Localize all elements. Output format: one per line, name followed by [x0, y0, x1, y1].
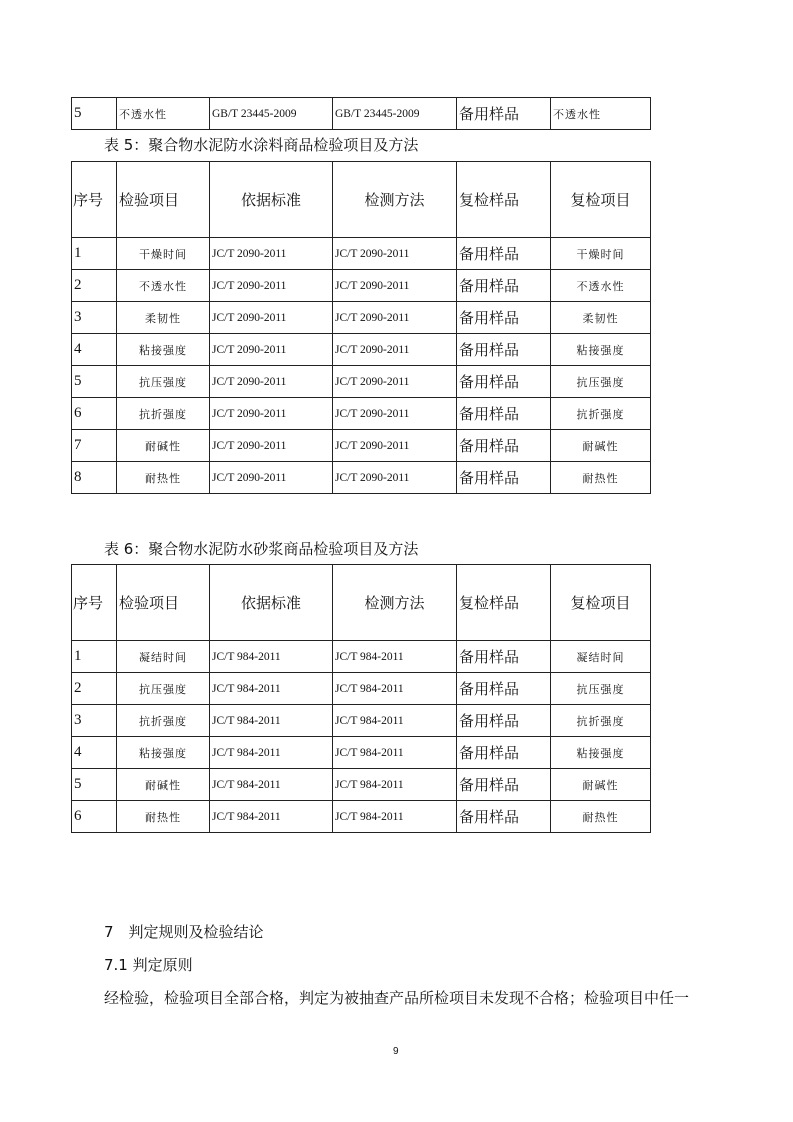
table-row [72, 98, 651, 130]
recheck-sample: 备用样品 [457, 366, 551, 398]
row-number: 1 [72, 641, 117, 673]
header-item: 检验项目 [117, 162, 210, 238]
row-number: 5 [72, 769, 117, 801]
table-header-row [72, 565, 651, 641]
row-number: 3 [72, 705, 117, 737]
basis-standard: JC/T 2090-2011 [210, 270, 333, 302]
header-recheck: 复检项目 [551, 162, 651, 238]
table-header-row [72, 162, 651, 238]
basis-standard: JC/T 984-2011 [210, 641, 333, 673]
recheck-sample: 备用样品 [457, 462, 551, 494]
row-number: 5 [72, 98, 117, 130]
test-method: JC/T 2090-2011 [333, 270, 457, 302]
basis-standard: JC/T 984-2011 [210, 769, 333, 801]
test-item: 耐热性 [117, 462, 210, 494]
basis-standard: JC/T 2090-2011 [210, 430, 333, 462]
header-item: 检验项目 [117, 565, 210, 641]
recheck-item: 耐碱性 [551, 769, 651, 801]
recheck-item: 耐热性 [551, 462, 651, 494]
test-method: JC/T 2090-2011 [333, 334, 457, 366]
table-row [72, 302, 651, 334]
header-basis: 依据标准 [210, 162, 333, 238]
test-method: JC/T 2090-2011 [333, 238, 457, 270]
header-recheck: 复检项目 [551, 565, 651, 641]
recheck-item: 粘接强度 [551, 737, 651, 769]
recheck-item: 干燥时间 [551, 238, 651, 270]
table-row [72, 801, 651, 833]
test-item: 粘接强度 [117, 334, 210, 366]
test-item: 抗压强度 [117, 366, 210, 398]
row-number: 4 [72, 737, 117, 769]
basis-standard: JC/T 2090-2011 [210, 462, 333, 494]
basis-standard: JC/T 984-2011 [210, 737, 333, 769]
recheck-item: 抗压强度 [551, 366, 651, 398]
table-row [72, 270, 651, 302]
test-item: 抗折强度 [117, 398, 210, 430]
test-item: 不透水性 [117, 98, 210, 130]
row-number: 8 [72, 462, 117, 494]
row-number: 7 [72, 430, 117, 462]
recheck-sample: 备用样品 [457, 801, 551, 833]
table-row [72, 238, 651, 270]
test-method: JC/T 984-2011 [333, 737, 457, 769]
table-row [72, 737, 651, 769]
table-row [72, 334, 651, 366]
recheck-item: 耐碱性 [551, 430, 651, 462]
test-method: JC/T 2090-2011 [333, 430, 457, 462]
basis-standard: JC/T 2090-2011 [210, 366, 333, 398]
recheck-sample: 备用样品 [457, 705, 551, 737]
table-row [72, 398, 651, 430]
table-row [72, 769, 651, 801]
header-no: 序号 [72, 565, 117, 641]
recheck-sample: 备用样品 [457, 270, 551, 302]
row-number: 5 [72, 366, 117, 398]
row-number: 2 [72, 270, 117, 302]
row-number: 6 [72, 398, 117, 430]
recheck-sample: 备用样品 [457, 769, 551, 801]
header-spare: 复检样品 [457, 162, 551, 238]
test-method: JC/T 2090-2011 [333, 366, 457, 398]
basis-standard: JC/T 2090-2011 [210, 302, 333, 334]
header-spare: 复检样品 [457, 565, 551, 641]
header-method: 检测方法 [333, 565, 457, 641]
test-item: 抗压强度 [117, 673, 210, 705]
test-method: JC/T 984-2011 [333, 673, 457, 705]
recheck-item: 柔韧性 [551, 302, 651, 334]
table6 [71, 564, 651, 833]
test-method: JC/T 2090-2011 [333, 462, 457, 494]
test-method: JC/T 984-2011 [333, 801, 457, 833]
recheck-item: 粘接强度 [551, 334, 651, 366]
test-method: JC/T 984-2011 [333, 641, 457, 673]
test-method: JC/T 2090-2011 [333, 398, 457, 430]
header-method: 检测方法 [333, 162, 457, 238]
page-number: 9 [393, 1046, 399, 1057]
test-item: 凝结时间 [117, 641, 210, 673]
recheck-sample: 备用样品 [457, 641, 551, 673]
table-row [72, 430, 651, 462]
table5-caption: 表 5：聚合物水泥防水涂料商品检验项目及方法 [104, 136, 419, 154]
recheck-sample: 备用样品 [457, 673, 551, 705]
recheck-sample: 备用样品 [457, 398, 551, 430]
test-item: 耐热性 [117, 801, 210, 833]
test-item: 干燥时间 [117, 238, 210, 270]
continued-table [71, 97, 651, 130]
row-number: 6 [72, 801, 117, 833]
table5 [71, 161, 651, 494]
recheck-item: 不透水性 [551, 270, 651, 302]
header-no: 序号 [72, 162, 117, 238]
recheck-sample: 备用样品 [457, 238, 551, 270]
sub-heading: 7.1 判定原则 [104, 956, 193, 974]
recheck-sample: 备用样品 [457, 302, 551, 334]
table-row [72, 641, 651, 673]
table-row [72, 462, 651, 494]
recheck-sample: 备用样品 [457, 737, 551, 769]
recheck-sample: 备用样品 [457, 430, 551, 462]
section-heading: 7 判定规则及检验结论 [104, 923, 264, 941]
basis-standard: JC/T 2090-2011 [210, 238, 333, 270]
table-row [72, 705, 651, 737]
basis-standard: JC/T 984-2011 [210, 673, 333, 705]
recheck-item: 抗折强度 [551, 705, 651, 737]
table-row [72, 673, 651, 705]
table6-caption: 表 6：聚合物水泥防水砂浆商品检验项目及方法 [104, 540, 419, 558]
basis-standard: JC/T 2090-2011 [210, 334, 333, 366]
table-row [72, 366, 651, 398]
test-item: 抗折强度 [117, 705, 210, 737]
recheck-item: 抗折强度 [551, 398, 651, 430]
test-item: 不透水性 [117, 270, 210, 302]
recheck-item: 耐热性 [551, 801, 651, 833]
test-item: 耐碱性 [117, 430, 210, 462]
test-method: JC/T 984-2011 [333, 769, 457, 801]
recheck-item: 凝结时间 [551, 641, 651, 673]
test-method: GB/T 23445-2009 [333, 98, 457, 130]
recheck-sample: 备用样品 [457, 334, 551, 366]
test-item: 耐碱性 [117, 769, 210, 801]
recheck-item: 不透水性 [551, 98, 651, 130]
basis-standard: JC/T 2090-2011 [210, 398, 333, 430]
test-method: JC/T 2090-2011 [333, 302, 457, 334]
recheck-item: 抗压强度 [551, 673, 651, 705]
row-number: 4 [72, 334, 117, 366]
header-basis: 依据标准 [210, 565, 333, 641]
row-number: 1 [72, 238, 117, 270]
test-item: 柔韧性 [117, 302, 210, 334]
row-number: 3 [72, 302, 117, 334]
recheck-sample: 备用样品 [457, 98, 551, 130]
body-paragraph: 经检验，检验项目全部合格，判定为被抽查产品所检项目未发现不合格；检验项目中任一 [104, 989, 690, 1007]
basis-standard: JC/T 984-2011 [210, 801, 333, 833]
test-method: JC/T 984-2011 [333, 705, 457, 737]
row-number: 2 [72, 673, 117, 705]
test-item: 粘接强度 [117, 737, 210, 769]
basis-standard: GB/T 23445-2009 [210, 98, 333, 130]
basis-standard: JC/T 984-2011 [210, 705, 333, 737]
